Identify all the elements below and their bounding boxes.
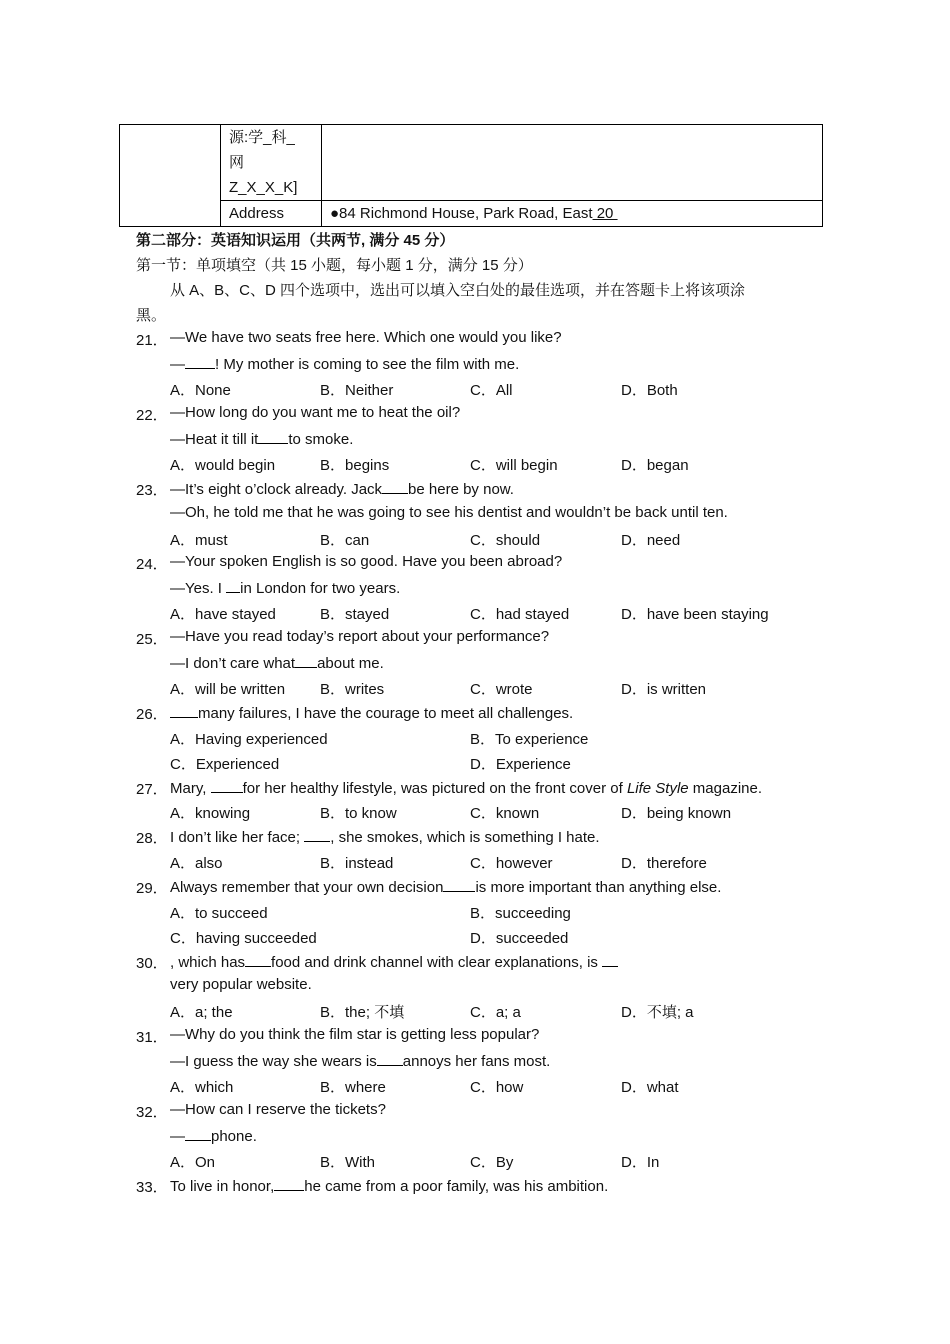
option-b: B．writes <box>320 681 385 698</box>
question-number: 31． <box>136 1029 168 1046</box>
option-b: B．can <box>320 532 370 549</box>
option-a: A．will be written <box>170 681 286 698</box>
question-number: 21． <box>136 332 168 349</box>
answer-blank <box>185 1126 211 1141</box>
option-c: C．had stayed <box>470 606 570 623</box>
question-line: —I guess the way she wears is annoys her fans most. <box>170 1053 551 1070</box>
option-c: C．known <box>470 805 540 822</box>
option-c: C．however <box>470 855 553 872</box>
option-b: B．begins <box>320 457 390 474</box>
answer-blank <box>274 1176 304 1191</box>
question-line: I don’t like her face; , she smokes, which is something I hate. <box>170 829 600 846</box>
option-b: B．succeeding <box>470 905 571 922</box>
table-cell-address-value <box>322 201 823 227</box>
question-number: 27． <box>136 781 168 798</box>
header-table <box>119 124 823 227</box>
question-number: 22． <box>136 407 168 424</box>
question-line: —We have two seats free here. Which one would you like? <box>170 329 562 346</box>
option-a: A．to succeed <box>170 905 268 922</box>
question-number: 32． <box>136 1104 168 1121</box>
option-b: B．to know <box>320 805 397 822</box>
question-number: 26． <box>136 706 168 723</box>
answer-blank <box>245 952 271 967</box>
question-number: 28． <box>136 830 168 847</box>
option-b: B．the; 不填 <box>320 1004 405 1021</box>
option-b: B．With <box>320 1154 376 1171</box>
option-c: C．By <box>470 1154 514 1171</box>
question-line: — ! My mother is coming to see the film with me. <box>170 356 520 373</box>
question-number: 29． <box>136 880 168 897</box>
option-a: A．must <box>170 532 228 549</box>
part-title: 第二部分：英语知识运用（共两节, 满分 45 分） <box>136 232 455 249</box>
option-a: A．knowing <box>170 805 251 822</box>
option-c: C．how <box>470 1079 524 1096</box>
instruction-line-2: 黑。 <box>136 307 167 324</box>
table-cell-address-label: Address <box>221 201 322 227</box>
option-d: D．have been staying <box>621 606 769 623</box>
source-line-3: Z_X_X_K] <box>229 179 298 196</box>
option-a: A．have stayed <box>170 606 276 623</box>
question-line: To live in honor, he came from a poor family, was his ambition. <box>170 1178 609 1195</box>
option-b: B．Neither <box>320 382 394 399</box>
option-c: C．Experienced <box>170 756 280 773</box>
option-a: A．a; the <box>170 1004 233 1021</box>
question-line: —Have you read today’s report about your performance? <box>170 628 550 645</box>
question-line: —Oh, he told me that he was going to see his dentist and wouldn’t be back until ten. <box>170 504 728 521</box>
question-line: —Heat it till it to smoke. <box>170 431 354 448</box>
question-line: Mary, for her healthy lifestyle, was pictured on the front cover of Life Style magazine. <box>170 780 763 797</box>
answer-blank <box>226 578 240 593</box>
source-line-1: 源:学_科_ <box>229 129 295 146</box>
table-cell-source <box>221 125 322 201</box>
question-number: 33． <box>136 1179 168 1196</box>
option-c: C．All <box>470 382 513 399</box>
option-c: C．having succeeded <box>170 930 317 947</box>
option-a: A．Having experienced <box>170 731 328 748</box>
option-c: C．will begin <box>470 457 558 474</box>
question-number: 30． <box>136 955 168 972</box>
option-d: D．what <box>621 1079 679 1096</box>
question-line: very popular website. <box>170 976 312 993</box>
question-line: , which has food and drink channel with clear explanations, is <box>170 952 618 971</box>
option-d: D．In <box>621 1154 660 1171</box>
option-d: D．不填; a <box>621 1004 694 1021</box>
answer-blank <box>170 703 198 718</box>
table-cell-empty <box>120 125 221 227</box>
option-d: D．Experience <box>470 756 571 773</box>
question-line: —Why do you think the film star is getting less popular? <box>170 1026 540 1043</box>
option-a: A．also <box>170 855 223 872</box>
question-line: —Yes. I in London for two years. <box>170 580 401 597</box>
question-line: —I don’t care what about me. <box>170 655 384 672</box>
source-line-2: 网 <box>229 154 245 171</box>
question-line: — phone. <box>170 1128 257 1145</box>
answer-blank <box>211 778 243 793</box>
option-c: C．wrote <box>470 681 533 698</box>
table-cell-blank <box>322 125 823 201</box>
answer-blank <box>185 354 215 369</box>
option-b: B．instead <box>320 855 394 872</box>
answer-blank <box>304 827 330 842</box>
option-d: D．succeeded <box>470 930 569 947</box>
question-line: —Your spoken English is so good. Have you been abroad? <box>170 553 563 570</box>
question-number: 25． <box>136 631 168 648</box>
option-d: D．need <box>621 532 681 549</box>
question-line: —How can I reserve the tickets? <box>170 1101 386 1118</box>
option-d: D．therefore <box>621 855 707 872</box>
option-b: B．stayed <box>320 606 390 623</box>
option-c: C．a; a <box>470 1004 521 1021</box>
answer-blank <box>443 877 475 892</box>
answer-blank <box>382 479 408 494</box>
answer-blank <box>602 952 618 967</box>
option-d: D．being known <box>621 805 732 822</box>
option-d: D．is written <box>621 681 707 698</box>
option-c: C．should <box>470 532 541 549</box>
magazine-title: Life Style <box>626 780 689 797</box>
instruction-line-1: 从 A、B、C、D 四个选项中，选出可以填入空白处的最佳选项，并在答题卡上将该项涂 <box>170 282 746 299</box>
answer-blank <box>258 429 288 444</box>
question-number: 24． <box>136 556 168 573</box>
address-text: ●84 Richmond House, Park Road, East <box>330 205 593 222</box>
question-line: —How long do you want me to heat the oil? <box>170 404 461 421</box>
option-d: D．began <box>621 457 689 474</box>
answer-blank <box>295 653 317 668</box>
option-a: A．On <box>170 1154 216 1171</box>
option-a: A．which <box>170 1079 234 1096</box>
option-a: A．None <box>170 382 231 399</box>
option-b: B．where <box>320 1079 386 1096</box>
answer-blank <box>377 1051 403 1066</box>
sub-title: 第一节：单项填空（共 15 小题，每小题 1 分，满分 15 分） <box>136 257 533 274</box>
option-a: A．would begin <box>170 457 276 474</box>
question-line: many failures, I have the courage to meet all challenges. <box>170 703 573 722</box>
option-d: D．Both <box>621 382 678 399</box>
question-number: 23． <box>136 482 168 499</box>
question-line: —It’s eight o’clock already. Jack be here by now. <box>170 481 514 498</box>
option-b: B．To experience <box>470 731 589 748</box>
address-number: 20 <box>592 205 618 222</box>
question-line: Always remember that your own decision is more important than anything else. <box>170 879 722 896</box>
